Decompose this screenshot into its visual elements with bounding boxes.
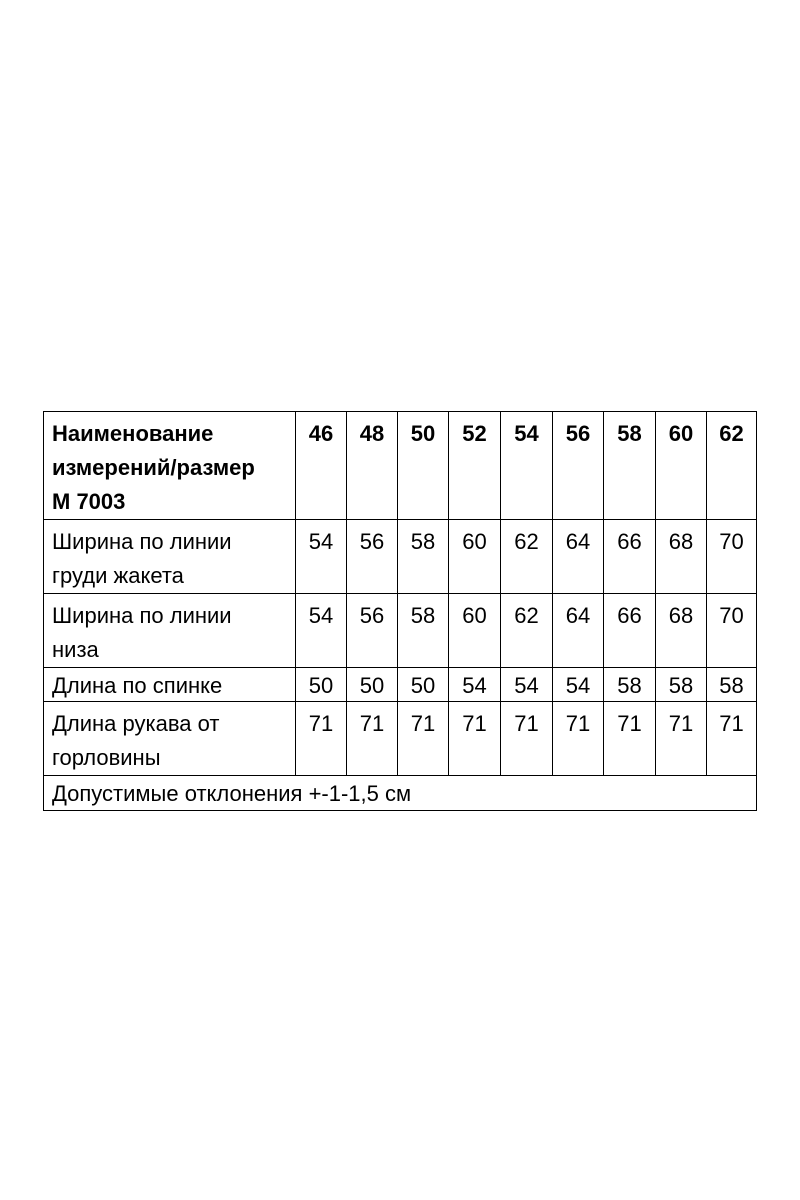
- header-label-cell: [44, 412, 296, 520]
- value-cell: 71: [296, 702, 347, 776]
- value-cell: 58: [604, 668, 656, 702]
- value-cell: 66: [604, 520, 656, 594]
- value-cell: 71: [398, 702, 449, 776]
- value-cell: 56: [347, 520, 398, 594]
- size-header-cell: 46: [296, 412, 347, 520]
- value-cell: 54: [501, 668, 553, 702]
- row-label-line: горловины: [52, 745, 161, 770]
- size-header-cell: 54: [501, 412, 553, 520]
- table-row: [44, 594, 757, 668]
- value-cell: 50: [347, 668, 398, 702]
- row-label-cell: [44, 520, 296, 594]
- value-cell: 54: [296, 594, 347, 668]
- value-cell: 71: [347, 702, 398, 776]
- table-row: [44, 702, 757, 776]
- value-cell: 50: [296, 668, 347, 702]
- value-cell: 64: [553, 520, 604, 594]
- size-header-cell: 52: [449, 412, 501, 520]
- value-cell: 58: [398, 594, 449, 668]
- value-cell: 58: [707, 668, 757, 702]
- value-cell: 62: [501, 520, 553, 594]
- value-cell: 56: [347, 594, 398, 668]
- value-cell: 62: [501, 594, 553, 668]
- value-cell: 68: [656, 594, 707, 668]
- size-header-cell: 50: [398, 412, 449, 520]
- tolerance-row: [44, 776, 757, 811]
- value-cell: 71: [656, 702, 707, 776]
- size-header-cell: 48: [347, 412, 398, 520]
- row-label-cell: [44, 668, 296, 702]
- value-cell: 70: [707, 520, 757, 594]
- size-header-cell: 62: [707, 412, 757, 520]
- row-label-line: Ширина по линии: [52, 603, 232, 628]
- value-cell: 64: [553, 594, 604, 668]
- value-cell: 66: [604, 594, 656, 668]
- value-cell: 54: [296, 520, 347, 594]
- value-cell: 50: [398, 668, 449, 702]
- row-label-line: Длина рукава от: [52, 711, 220, 736]
- table-row: [44, 668, 757, 702]
- row-label-cell: [44, 702, 296, 776]
- value-cell: 60: [449, 520, 501, 594]
- table-row: [44, 520, 757, 594]
- size-chart-table: [43, 411, 757, 811]
- value-cell: 58: [656, 668, 707, 702]
- table-header-row: [44, 412, 757, 520]
- value-cell: 71: [707, 702, 757, 776]
- value-cell: 60: [449, 594, 501, 668]
- header-label-line: измерений/размер: [52, 455, 255, 480]
- size-header-cell: 60: [656, 412, 707, 520]
- row-label-line: низа: [52, 637, 99, 662]
- value-cell: 71: [604, 702, 656, 776]
- tolerance-note: Допустимые отклонения +-1-1,5 см: [44, 776, 757, 811]
- header-label-line: М 7003: [52, 489, 126, 514]
- value-cell: 71: [553, 702, 604, 776]
- value-cell: 71: [449, 702, 501, 776]
- row-label-cell: [44, 594, 296, 668]
- value-cell: 68: [656, 520, 707, 594]
- row-label-line: Длина по спинке: [52, 673, 223, 698]
- header-label-line: Наименование: [52, 421, 214, 446]
- value-cell: 70: [707, 594, 757, 668]
- value-cell: 71: [501, 702, 553, 776]
- size-header-cell: 58: [604, 412, 656, 520]
- value-cell: 54: [553, 668, 604, 702]
- size-header-cell: 56: [553, 412, 604, 520]
- row-label-line: груди жакета: [52, 563, 184, 588]
- value-cell: 54: [449, 668, 501, 702]
- value-cell: 58: [398, 520, 449, 594]
- row-label-line: Ширина по линии: [52, 529, 232, 554]
